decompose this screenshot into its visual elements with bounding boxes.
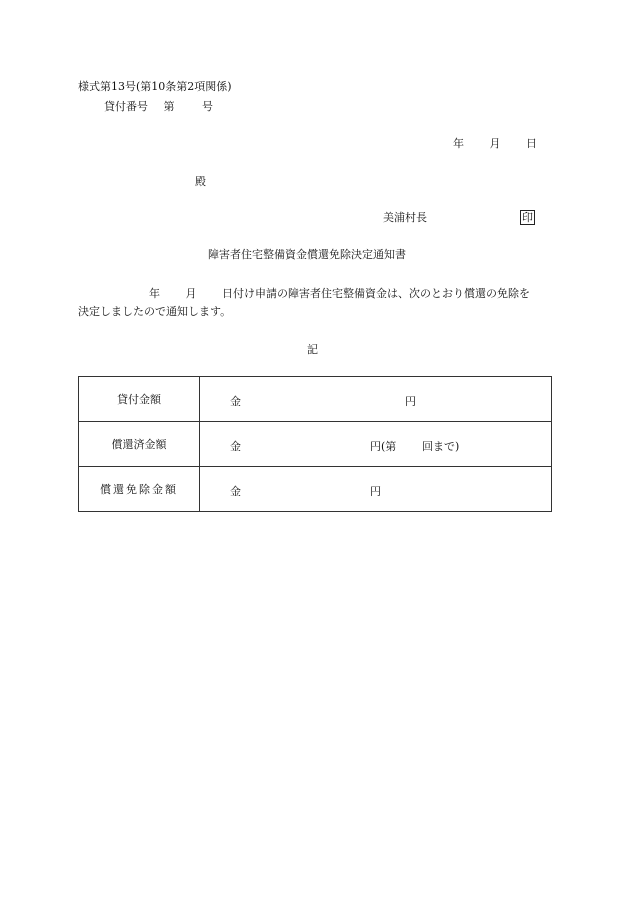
seal-text: 印 [522, 211, 533, 224]
body-year: 年 [149, 287, 160, 300]
loan-number-dai: 第 [163, 100, 175, 113]
kin-text: 金 [230, 440, 241, 453]
body-line-1 [149, 287, 530, 301]
row-value-exempt-amount [200, 467, 552, 512]
date-month: 月 [489, 137, 501, 150]
installment-text: 回まで) [422, 440, 460, 453]
row-label-loan-amount: 貸付金額 [79, 377, 200, 422]
yen-text: 円 [405, 395, 416, 408]
loan-number-line [104, 100, 213, 114]
yen-text: 円(第 [370, 440, 397, 453]
body-month: 月 [185, 287, 197, 300]
issuer-name: 美浦村長 [383, 211, 427, 224]
document-title: 障害者住宅整備資金償還免除決定通知書 [208, 248, 406, 261]
form-number: 様式第13号(第10条第2項関係) [78, 80, 232, 93]
issuer-line [383, 211, 427, 225]
summary-table [78, 376, 552, 512]
row-label-exempt-amount: 償還免除金額 [79, 467, 200, 512]
table-row [79, 377, 552, 422]
date-day: 日 [526, 137, 537, 150]
table-row [79, 467, 552, 512]
date-year: 年 [453, 137, 464, 150]
seal-mark [520, 210, 535, 225]
row-value-repaid-amount [200, 422, 552, 467]
loan-number-go: 号 [202, 100, 213, 113]
loan-number-label: 貸付番号 [104, 100, 148, 113]
kin-text: 金 [230, 395, 241, 408]
yen-text: 円 [370, 485, 381, 498]
row-value-loan-amount [200, 377, 552, 422]
table-row [79, 422, 552, 467]
body-line1-rest: 日付け申請の障害者住宅整備資金は、次のとおり償還の免除を [222, 287, 530, 300]
date-line [453, 137, 537, 151]
ki-heading: 記 [307, 343, 318, 356]
addressee-suffix: 殿 [195, 175, 206, 188]
kin-text: 金 [230, 485, 241, 498]
body-line-2: 決定しましたので通知します。 [78, 305, 232, 318]
row-label-repaid-amount: 償還済金額 [79, 422, 200, 467]
